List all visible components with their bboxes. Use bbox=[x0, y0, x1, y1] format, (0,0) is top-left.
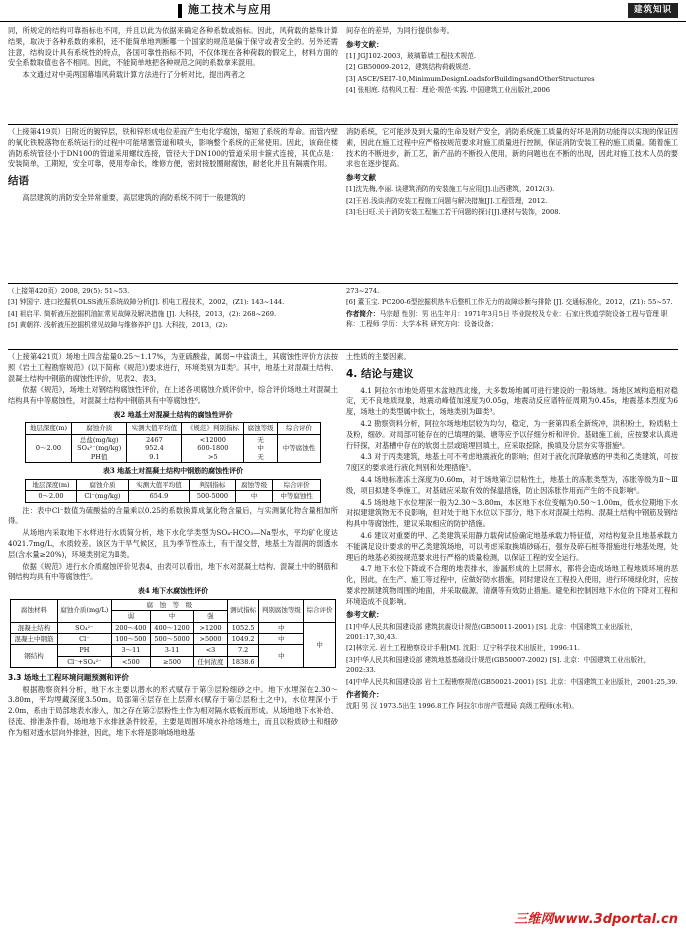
table-cell: 0～2.00 bbox=[26, 491, 77, 502]
header-logo: 建筑知识 bbox=[628, 3, 678, 18]
table-cell: PH bbox=[57, 645, 111, 656]
paragraph: 本文通过对中美两国幕墙风荷载计算方法进行了分析对比，提出两者之 bbox=[22, 70, 246, 80]
author-bio: 沈阳 男 汉 1973.5出生 1996.8工作 阿拉尔市房产管理局 高级工程师(水利)。 bbox=[346, 702, 578, 711]
paragraph: 4.4 场地标准冻土深度为0.60m，对于场地第②层粘性土，地基土的冻胀类型为，冻胀等级为Ⅱ～Ⅲ级，项目拟建冬季施工，对基础应采取有效的保温措施，防止因冻胀作用而产生的不良影响⁶。 bbox=[346, 474, 678, 495]
table2 bbox=[25, 422, 321, 463]
table-header: 中 bbox=[150, 611, 193, 622]
reference-item: [3] 钟国宁. 进口挖掘机OLSS液压系统故障分析[J]. 机电工程技术，2002，(Z1): 143~144. bbox=[8, 298, 285, 307]
table-cell: 中等腐蚀性 bbox=[278, 434, 321, 462]
reference-item: [3]中华人民共和国建设部 建筑地基基础设计规范(GB50007-2002) [S]. 北京：中国建筑工业出版社，2002:33. bbox=[346, 655, 651, 675]
s4-left-column bbox=[8, 352, 338, 920]
paragraph: 依据《规范》，场地土对钢结构腐蚀性评价，在上述各项腐蚀介质评价中，综合评价场地土对混凝土结构具有中等腐蚀性，对混凝土结构中钢筋具有中等腐蚀性⁶。 bbox=[8, 385, 338, 406]
references-title: 参考文献 bbox=[346, 173, 376, 183]
table-cell: >5000 bbox=[194, 634, 228, 645]
table-header: 综合评价 bbox=[273, 479, 321, 490]
s1-right-column bbox=[346, 26, 678, 124]
table-header: 测试指标 bbox=[227, 599, 259, 622]
table-cell: Cl⁻+SO₄²⁻ bbox=[57, 656, 111, 667]
watermark: 三维网www.3dportal.cn bbox=[514, 911, 678, 927]
references-title: 参考文献： bbox=[346, 610, 384, 620]
table-header: 实测大值平均值 bbox=[127, 423, 182, 434]
table-header: 弱 bbox=[111, 611, 150, 622]
reference-item: [3]毛日旺.关于消防安装工程施工若干问题的探讨[J].建材与装饰，2008. bbox=[346, 208, 561, 217]
reference-item: [2] GB50009-2012，建筑结构荷载规范. bbox=[346, 63, 471, 72]
table-cell: 无 中 无 bbox=[244, 434, 278, 462]
s3-left-column bbox=[8, 286, 338, 348]
table-header: 《规范》判别指标 bbox=[182, 423, 244, 434]
reference-item: [1]中华人民共和国建设部 建筑抗震设计规范(GB50011-2001) [S]. 北京：中国建筑工业出版社，2001:17,30,43. bbox=[346, 622, 638, 642]
table-cell: 400～1200 bbox=[150, 622, 193, 633]
paragraph: 4.7 地下水位下降或不合理的地表排水，渗漏形成的上层滞水，都将会造成场地工程地质环境的恶化，因此，在生产、施工等过程中，应做好防水措施，同时建设在工程投入使用，进行环境绿化时，应按要求控制建筑物周围的地面，并采取截源，清潮等有效防止措施。避免和控制因地下水位的下降对工程和环境造成不良影响。 bbox=[346, 564, 678, 606]
reference-item: 273~274. bbox=[346, 287, 380, 295]
paragraph: （上接第421页）场地土四含盐量0.25～1.17%，为亚硫酸盐，属弱~中盐渍土，其腐蚀性评价方法按照《岩土工程勘察规范》(以下简称《规范》)要求进行，环境类别为Ⅱ类⁵。其中，地基土对混凝土结构、混凝土结构中钢筋的腐蚀性评价，见表2、表3。 bbox=[8, 352, 338, 383]
reference-item: [2]林宗元. 岩土工程勘察设计手册[M]. 沈阳：辽宁科学技术出版社，1996:11. bbox=[346, 644, 580, 653]
reference-item: [6] 董玉宝. PC200-6型挖掘机热车后整机工作无力的故障诊断与排除 [J]. 交通标准化，2012，(Z1): 55~57. bbox=[346, 298, 673, 307]
author-label: 作者简介： bbox=[346, 309, 380, 318]
table-cell: 中等腐蚀性 bbox=[273, 491, 321, 502]
table-cell: 任何浓度 bbox=[194, 656, 228, 667]
table-header: 腐蚀介质(mg/L) bbox=[57, 599, 111, 622]
table-header: 腐蚀等级 bbox=[235, 479, 272, 490]
section-heading: 4. 结论与建议 bbox=[346, 367, 414, 380]
s2-left-column bbox=[8, 127, 338, 281]
author-title: 作者简介： bbox=[346, 689, 384, 699]
table-cell: 7.2 bbox=[227, 645, 259, 656]
table-cell: 500～5000 bbox=[150, 634, 193, 645]
table-cell: 中 bbox=[304, 622, 336, 668]
table-cell: 钢结构 bbox=[11, 645, 58, 668]
table-cell: 3-11 bbox=[150, 645, 193, 656]
references-title: 参考文献： bbox=[346, 39, 384, 49]
table-cell: 中 bbox=[259, 634, 304, 645]
table-cell: 500-5000 bbox=[189, 491, 235, 502]
table4-caption: 表4 地下水腐蚀性评价 bbox=[137, 586, 209, 596]
table-cell: 中 bbox=[259, 622, 304, 633]
table-cell: Cl⁻(mg/kg) bbox=[76, 491, 128, 502]
paragraph: 土性质的主要因素。 bbox=[346, 352, 411, 361]
s2-right-column bbox=[346, 127, 678, 281]
table-header: 地层深度(m) bbox=[26, 479, 77, 490]
section-divider bbox=[8, 283, 678, 284]
table-cell: 中 bbox=[235, 491, 272, 502]
reference-item: [4] 张相庭. 结构风工程：理论·规范·实践. 中国建筑工业出版社,2006 bbox=[346, 86, 550, 95]
table-header: 腐 蚀 等 级 bbox=[111, 599, 227, 610]
table-header: 实测大值平均值 bbox=[129, 479, 190, 490]
table3-caption: 表3 地基土对混凝土结构中钢筋的腐蚀性评价 bbox=[102, 466, 244, 476]
paragraph: 4.2 勘察资料分析，阿拉尔场地地层较为均匀，稳定，为一套第四系全新统冲，洪积粉土，粉质粘土及粉，细砂。对局部可能存在的已填埋的渠、塘等应予以仔细分析和评价。基础施工前，应按要求认真进行钎探，对基槽中存在的软弱土层或暗埋回填土，应采取挖除，换填及分层夯实等措施⁴。 bbox=[346, 418, 678, 450]
table2-caption: 表2 地基土对混凝土结构的腐蚀性评价 bbox=[113, 409, 233, 419]
table-cell: 中 bbox=[259, 645, 304, 668]
table-cell: 1049.2 bbox=[227, 634, 259, 645]
paragraph: （上接第419页）日附近的镀锌层，铁和锌形成电位差而产生电化学腐蚀，缩短了系统的寿命。而管内壁的氧化铁脱落物在系统运行的过程中可能堵塞管道和喷头，影响整个系统的正常使用。因此，该商住楼消防系统管径小于DN100的管道采用螺纹连接，管径大于DN100的管道采用卡箍式连接，其优点是：安装简单，工期短，安全可靠，使用寿命长，维修方便，密封接胶圈耐腐蚀，耐老化并且有隔震作用。 bbox=[8, 127, 338, 169]
paragraph: 4.5 场地地下水位埋深一般为2.30～3.80m，本区地下水位变幅为0.50～1.00m，低水位期地下水对拟建建筑物无不良影响，但对处于地下水位以下部分，地下水对混凝土结构、混凝土结构中钢筋及钢结构具中等腐蚀性，建议采取相应的防护措施。 bbox=[346, 497, 678, 529]
table-header: 腐蚀材料 bbox=[11, 599, 58, 622]
table-header: 综合评价 bbox=[304, 599, 336, 622]
table-cell: 混凝土中钢筋 bbox=[11, 634, 58, 645]
table-cell: 2467 952.4 9.1 bbox=[127, 434, 182, 462]
reference-item: [1]沈先梅,李丽. 谈建筑消防的安装施工与应用[J].山西建筑，2012(3). bbox=[346, 185, 555, 194]
table-header: 腐蚀介质 bbox=[71, 423, 127, 434]
table-cell: 3～11 bbox=[111, 645, 150, 656]
table-cell: >1200 bbox=[194, 622, 228, 633]
reference-item: [4] 祖启平. 简析液压挖掘机油缸常见故障及解决措施 [J]. 大科技，2013，(2): 268~269. bbox=[8, 309, 277, 318]
table-cell: <12000 600-1800 >5 bbox=[182, 434, 244, 462]
paragraph: 同，所规定的结构可靠指标也不同，并且以此为依据来确定各种系数或指标。因此，风荷载的悬殊计算结果，取决于各种系数的乘积，还不能简单地判断哪一个国家的规范是偏于保守或者安全的。另外还需注意，结构设计具有系统性的特点，各国可靠性指标不同，不仅体现在各种荷载的假定上，材料方面的安全系数取值也各不相同。因此，不能简单地把各种规范之间的系数拿来混用。 bbox=[8, 26, 338, 68]
table-header: 判别指标 bbox=[189, 479, 235, 490]
paragraph: 消防系统，它可能涉及到大量的生命及财产安全，消防系统施工质量的好坏是消防功能得以实现的保证因素，因此在施工过程中应严格按规范要求对施工质量进行控制，保证消防安装工程的施工质量。随着施工技术的不断进步，新工艺，新产品的不断投入使用，新的问题也在不断的出现，因此对施工技术人员的要求也在逐步提高。 bbox=[346, 127, 678, 169]
table-header: 综合评价 bbox=[278, 423, 321, 434]
table-cell: 1052.5 bbox=[227, 622, 259, 633]
s1-left-column bbox=[8, 26, 338, 124]
table-cell: Cl⁻ bbox=[57, 634, 111, 645]
table-header: 腐蚀介质 bbox=[76, 479, 128, 490]
reference-item: [2]王岩.浅谈消防安装工程施工问题与解决措施[J].工程管理，2012. bbox=[346, 196, 548, 205]
reference-item: [4]中华人民共和国建设部 岩土工程勘察规范(GB50021-2001) [S]. 北京：中国建筑工业出版社，2001:25,39. bbox=[346, 677, 678, 686]
header-bar bbox=[178, 4, 182, 18]
table-cell: 100～500 bbox=[111, 634, 150, 645]
section-divider bbox=[8, 349, 678, 350]
reference-item: [3] ASCE/SEI7-10,MinimumDesignLoadsforBuildingsandOtherStructures bbox=[346, 74, 595, 83]
table-cell: SO₄²⁻ bbox=[57, 622, 111, 633]
paragraph: 4.3 对于丙类建筑，地基土可不考虑地震液化的影响；但对于液化沉降敏感的甲类和乙类建筑，可按7度区的要求进行液化判别和处理措施⁵。 bbox=[346, 452, 678, 473]
table-cell: 混凝土结构 bbox=[11, 622, 58, 633]
table-header: 腐蚀等级 bbox=[244, 423, 278, 434]
table-cell: 0～2.00 bbox=[26, 434, 72, 462]
table-cell: ≥500 bbox=[150, 656, 193, 667]
table-cell: 200～400 bbox=[111, 622, 150, 633]
table-note: 注：表中Cl⁻数值为硫酸盐的含量乘以0.25的系数换算成氯化物含量后，与实测氯化物含量相加所得。 bbox=[8, 505, 338, 526]
paragraph: 4.6 建议对重要的甲、乙类建筑采用静力载荷试验确定地基承载力特征值，对结构复杂且地基承载力不能满足设计要求的甲乙类建筑场地，可以考虑采取换填砂砾石，强夯及碎石桩等措施进行地基处理，处理后的地基必须按规范要求进行严格的质量检测，以保证工程的安全运行。 bbox=[346, 530, 678, 562]
subsection-heading: 3.3 场地土工程环境问题预测和评价 bbox=[8, 673, 129, 683]
header-section-title: 施工技术与应用 bbox=[188, 3, 272, 16]
s3-right-column bbox=[346, 286, 678, 348]
table-header: 强 bbox=[194, 611, 228, 622]
paragraph: 依据《规范》进行水介质腐蚀评价见表4，由表可以看出，地下水对混凝土结构、混凝土中的钢筋和钢结构均具有中等腐蚀性⁵。 bbox=[8, 561, 338, 582]
author-text: 马宗超 性别：男 出生年月：1971年3月5日 毕业院校及专业：石家庄铁道学院设备工程与管理 职称：工程师 学历：大学本科 研究方向：设备设备； bbox=[346, 309, 668, 329]
paragraph: 间存在的差异，为同行提供参考。 bbox=[346, 26, 454, 35]
table-cell: 总盐(mg/kg) SO₄²⁻(mg/kg) PH值 bbox=[71, 434, 127, 462]
author-bio bbox=[346, 309, 678, 330]
table-header: 地层深度(m) bbox=[26, 423, 72, 434]
paragraph: 根据勘察资料分析，地下水主要以潜水的形式赋存于第③层粉细砂之中。地下水埋深在2.30～3.80m，平均埋藏深度3.50m。局部第④层存在上层滞水(赋存于第②层粉土之中)，水位埋深小于2.0m，系由于局部地表水渗入，加之存在第②层粉性土作为相对隔水底板而形成。从场地地下水补给、径流、排泄条件看，场地地下水排泄条件较差，主要是周围环境水补给场地土，而且以粉质砂土和细砂作为相对透水层向外排泄，因此，地下水将是影响场地地基 bbox=[8, 684, 338, 737]
table-cell: <3 bbox=[194, 645, 228, 656]
reference-item: [5] 黄朝祥. 浅析液压挖掘机常见故障与维修养护 [J]. 大科技，2013，(2): bbox=[8, 321, 228, 330]
paragraph: 高层建筑的消防安全异常重要，高层建筑的消防系统不同于一般建筑的 bbox=[22, 192, 246, 202]
table3 bbox=[25, 479, 321, 503]
table-header: 判别腐蚀等级 bbox=[259, 599, 304, 622]
section-heading: 结语 bbox=[8, 175, 29, 188]
s4-right-column bbox=[346, 352, 678, 920]
table-cell: 654.9 bbox=[129, 491, 190, 502]
table4 bbox=[10, 599, 336, 669]
reference-item: （上接第420页）2008, 29(5): 51~53. bbox=[8, 287, 130, 295]
table-cell: <500 bbox=[111, 656, 150, 667]
paragraph: 从场地内采取地下水样进行水质简分析，地下水化学类型为SO₄-HCO₃—Na型水，平均矿化度达4021.7mg/L，水质较差。该区为干旱气候区，且为季节性冻土，有干湿交替，地基土为湿润的弱透水层(含水量≥20%)，环境类别定为Ⅱ类。 bbox=[8, 528, 338, 559]
section-divider bbox=[8, 124, 678, 125]
running-header bbox=[0, 0, 686, 22]
paragraph: 4.1 阿拉尔市地处塔里木盆地西北缘，大多数场地属可进行建设的一般场地。场地区域构造相对稳定，无不良地质现象，地震动峰值加速度为0.05g，地震动反应谱特征周期为0.45s，地震基本烈度为6度，场地土的类型属中软土，场地类别为Ⅲ类³。 bbox=[346, 385, 678, 417]
reference-item: [1] JGJ102-2003，玻璃幕墙工程技术规范. bbox=[346, 52, 477, 61]
table-cell: 1838.6 bbox=[227, 656, 259, 667]
